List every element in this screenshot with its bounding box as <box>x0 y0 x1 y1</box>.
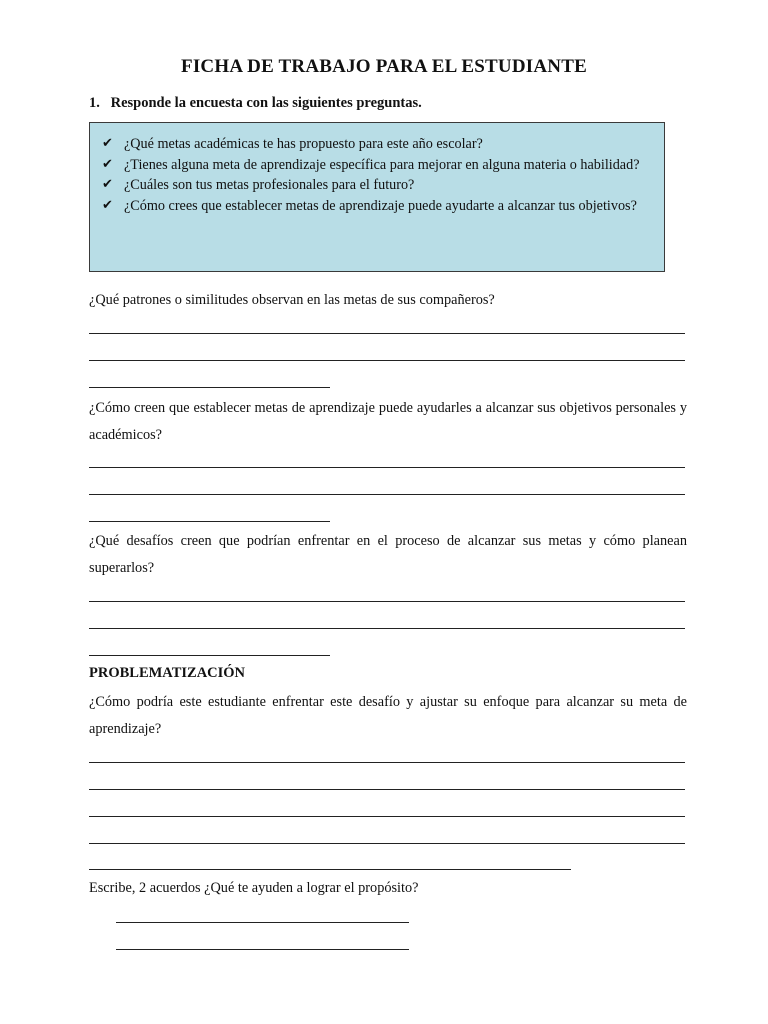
answer-line[interactable] <box>89 816 685 817</box>
survey-item: ✔ ¿Qué metas académicas te has propuesto para este año escolar? <box>102 134 646 155</box>
problematizacion-question: ¿Cómo podría este estudiante enfrentar este desafío y ajustar su enfoque para alcanzar su meta de aprendizaje? <box>89 694 687 737</box>
page-title: FICHA DE TRABAJO PARA EL ESTUDIANTE <box>181 56 587 77</box>
section-1-heading <box>89 95 422 112</box>
check-mark-icon: ✔ <box>102 136 113 151</box>
survey-questions-box <box>89 122 665 272</box>
answer-line[interactable] <box>89 843 685 844</box>
survey-list <box>90 123 664 216</box>
answer-line[interactable] <box>89 467 685 468</box>
answer-line[interactable] <box>89 628 685 629</box>
answer-line[interactable] <box>89 521 330 522</box>
answer-line[interactable] <box>89 655 330 656</box>
question-learning-goals: ¿Cómo creen que establecer metas de aprendizaje puede ayudarles a alcanzar sus objetivos personales y académicos? <box>89 400 687 443</box>
question-challenges: ¿Qué desafíos creen que podrían enfrentar en el proceso de alcanzar sus metas y cómo planean superarlos? <box>89 533 687 576</box>
section-heading-text: Responde la encuesta con las siguientes preguntas. <box>110 95 422 111</box>
answer-line[interactable] <box>89 789 685 790</box>
check-mark-icon: ✔ <box>102 177 113 192</box>
survey-item: ✔ ¿Cómo crees que establecer metas de aprendizaje puede ayudarte a alcanzar tus objetivos? <box>102 196 646 217</box>
answer-line[interactable] <box>89 360 685 361</box>
answer-line[interactable] <box>89 387 330 388</box>
answer-line[interactable] <box>89 601 685 602</box>
check-mark-icon: ✔ <box>102 197 113 213</box>
check-mark-icon: ✔ <box>102 156 113 172</box>
answer-line[interactable] <box>89 494 685 495</box>
agreement-line-1[interactable] <box>116 922 409 923</box>
agreement-line-2[interactable] <box>116 949 409 950</box>
survey-item: ✔ ¿Cuáles son tus metas profesionales para el futuro? <box>102 175 646 196</box>
agreements-prompt: Escribe, 2 acuerdos ¿Qué te ayuden a lograr el propósito? <box>89 880 419 896</box>
problematizacion-heading: PROBLEMATIZACIÓN <box>89 665 246 681</box>
answer-line[interactable] <box>89 762 685 763</box>
answer-line[interactable] <box>89 333 685 334</box>
question-patterns: ¿Qué patrones o similitudes observan en las metas de sus compañeros? <box>89 292 495 308</box>
survey-item: ✔ ¿Tienes alguna meta de aprendizaje específica para mejorar en alguna materia o habilidad? <box>102 155 646 176</box>
section-number: 1. <box>89 95 100 111</box>
answer-line[interactable] <box>89 869 571 870</box>
